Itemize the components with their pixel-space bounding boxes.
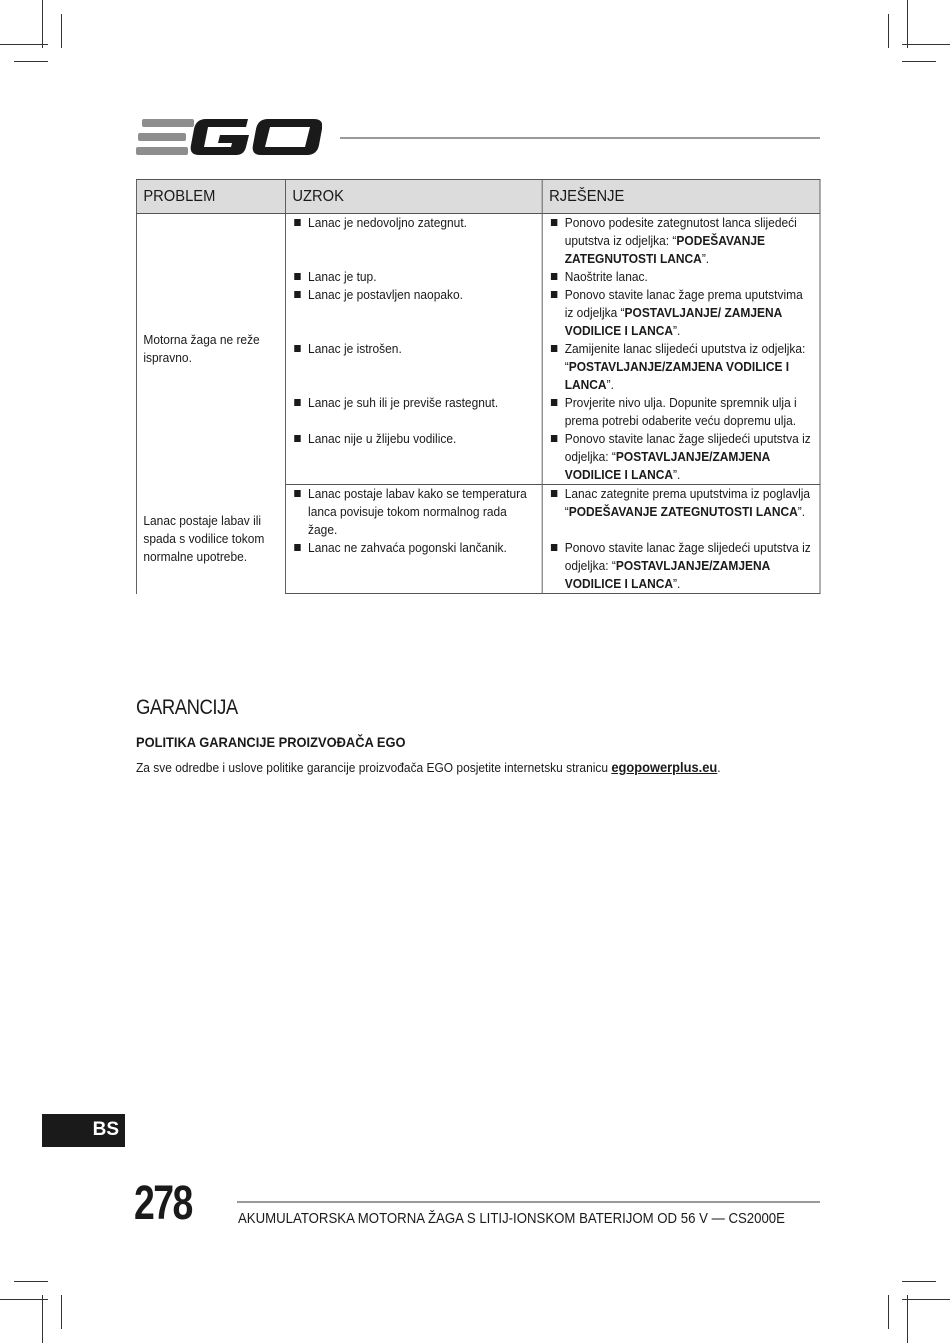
solution-cell xyxy=(542,268,820,286)
crop-mark xyxy=(42,1295,43,1343)
solution-item xyxy=(550,268,814,286)
table-header-row xyxy=(136,180,820,214)
bullet-square-icon xyxy=(294,291,300,298)
crop-mark xyxy=(0,44,48,45)
bullet-square-icon xyxy=(294,399,300,406)
ego-logo xyxy=(136,117,322,157)
troubleshooting-table xyxy=(136,179,820,594)
solution-segment: Ponovo stavite lanac žage prema uputstvima iz odjeljka “ xyxy=(564,287,803,320)
solution-cell xyxy=(542,539,820,594)
solution-segment: ”. xyxy=(701,251,710,266)
solution-cell xyxy=(542,394,820,430)
solution-text xyxy=(565,394,814,430)
footer-rule xyxy=(237,1201,820,1203)
solution-item xyxy=(550,430,814,484)
cause-cell xyxy=(286,430,543,485)
solution-segment: ”. xyxy=(673,323,681,338)
warranty-link[interactable]: egopowerplus.eu xyxy=(611,759,718,775)
cause-item xyxy=(293,340,536,358)
solution-cell xyxy=(542,214,820,269)
header-solution: RJEŠENJE xyxy=(542,180,820,214)
language-code: BS xyxy=(92,1119,119,1140)
warranty-text xyxy=(136,759,721,775)
solution-cell xyxy=(542,430,820,485)
solution-cell xyxy=(542,286,820,340)
cause-item xyxy=(293,394,536,412)
solution-reference: POSTAVLJANJE/ZAMJENA VODILICE I LANCA xyxy=(564,449,770,482)
crop-mark xyxy=(61,14,62,48)
warranty-subtitle: POLITIKA GARANCIJE PROIZVOĐAČA EGO xyxy=(136,734,406,750)
cause-cell xyxy=(286,485,543,540)
crop-mark xyxy=(902,61,936,62)
table-row xyxy=(136,485,820,540)
solution-segment: ”. xyxy=(797,504,806,519)
solution-reference: POSTAVLJANJE/ZAMJENA VODILICE I LANCA xyxy=(564,359,790,392)
solution-text xyxy=(565,286,814,340)
solution-segment: Lanac zategnite prema uputstvima iz poglavlja “ xyxy=(564,486,811,519)
crop-mark xyxy=(888,1295,889,1329)
bullet-square-icon xyxy=(551,273,557,280)
problem-cell: Lanac postaje labav ili spada s vodilice tokom normalne upotrebe. xyxy=(136,485,285,594)
solution-text xyxy=(565,268,814,286)
warranty-text-end: . xyxy=(717,760,721,775)
bullet-square-icon xyxy=(551,219,557,226)
solution-segment: ”. xyxy=(606,377,614,392)
cause-cell xyxy=(286,539,543,594)
bullet-square-icon xyxy=(551,435,557,442)
cause-cell xyxy=(286,340,543,394)
solution-text xyxy=(565,430,814,484)
bullet-square-icon xyxy=(294,273,300,280)
bullet-square-icon xyxy=(551,544,557,551)
solution-text xyxy=(565,340,814,394)
warranty-title: GARANCIJA xyxy=(136,696,238,719)
cause-text: Lanac je suh ili je previše rastegnut. xyxy=(308,395,499,410)
header-rule xyxy=(340,137,820,139)
cause-item xyxy=(293,485,536,539)
bullet-square-icon xyxy=(551,345,557,352)
warranty-text-body: Za sve odredbe i uslove politike garancije proizvođača EGO posjetite internetsku stranicu xyxy=(136,760,612,775)
crop-mark xyxy=(888,14,889,48)
cause-text: Lanac je istrošen. xyxy=(308,341,402,356)
solution-reference: PODEŠAVANJE ZATEGNUTOSTI LANCA xyxy=(564,233,766,266)
table-row xyxy=(136,214,820,269)
bullet-square-icon xyxy=(551,291,557,298)
cause-text: Lanac ne zahvaća pogonski lančanik. xyxy=(308,540,507,555)
bullet-square-icon xyxy=(294,435,300,442)
cause-text: Lanac je nedovoljno zategnut. xyxy=(308,215,467,230)
cause-cell xyxy=(286,394,543,430)
solution-cell xyxy=(542,485,820,540)
solution-item xyxy=(550,340,814,394)
cause-item xyxy=(293,286,536,304)
header-problem: PROBLEM xyxy=(136,180,285,214)
cause-text: Lanac postaje labav kako se temperatura lanca povisuje tokom normalnog rada žage. xyxy=(308,486,527,537)
solution-reference: POSTAVLJANJE/ZAMJENA VODILICE I LANCA xyxy=(564,558,770,591)
cause-cell xyxy=(286,268,543,286)
cause-text: Lanac nije u žlijebu vodilice. xyxy=(308,431,457,446)
solution-segment: Ponovo podesite zategnutost lanca slijedeći uputstva iz odjeljka: “ xyxy=(564,215,797,248)
solution-text xyxy=(565,539,814,593)
solution-segment: Ponovo stavite lanac žage slijedeći uputstva iz odjeljka: “ xyxy=(564,540,811,573)
crop-mark xyxy=(0,1299,48,1300)
problem-cell: Motorna žaga ne reže ispravno. xyxy=(136,214,285,485)
page-number: 278 xyxy=(134,1177,192,1230)
solution-segment: Zamijenite lanac slijedeći uputstva iz odjeljka: “ xyxy=(564,341,806,374)
solution-segment: ”. xyxy=(673,576,681,591)
solution-reference: POSTAVLJANJE/ ZAMJENA VODILICE I LANCA xyxy=(564,305,782,338)
language-badge xyxy=(42,1114,125,1147)
crop-mark xyxy=(907,1295,908,1343)
crop-mark xyxy=(14,61,48,62)
cause-item xyxy=(293,539,536,557)
cause-item xyxy=(293,214,536,232)
solution-text xyxy=(565,485,814,521)
crop-mark xyxy=(902,1281,936,1282)
solution-item xyxy=(550,485,814,521)
solution-segment: Ponovo stavite lanac žage slijedeći uputstva iz odjeljka: “ xyxy=(564,431,811,464)
crop-mark xyxy=(902,44,950,45)
bullet-square-icon xyxy=(294,544,300,551)
crop-mark xyxy=(907,0,908,48)
solution-segment: Naoštrite lanac. xyxy=(564,269,648,284)
solution-item xyxy=(550,214,814,268)
solution-segment: ”. xyxy=(673,467,681,482)
cause-cell xyxy=(286,286,543,340)
cause-text: Lanac je postavljen naopako. xyxy=(308,287,463,302)
cause-item xyxy=(293,268,536,286)
crop-mark xyxy=(902,1299,950,1300)
bullet-square-icon xyxy=(294,219,300,226)
crop-mark xyxy=(42,0,43,48)
solution-text xyxy=(565,214,814,268)
cause-text: Lanac je tup. xyxy=(308,269,377,284)
crop-mark xyxy=(14,1281,48,1282)
crop-mark xyxy=(61,1295,62,1329)
solution-item xyxy=(550,286,814,340)
bullet-square-icon xyxy=(294,345,300,352)
cause-cell xyxy=(286,214,543,269)
solution-cell xyxy=(542,340,820,394)
bullet-square-icon xyxy=(551,490,557,497)
cause-item xyxy=(293,430,536,448)
solution-item xyxy=(550,394,814,430)
bullet-square-icon xyxy=(551,399,557,406)
footer-text: AKUMULATORSKA MOTORNA ŽAGA S LITIJ-IONSKOM BATERIJOM OD 56 V — CS2000E xyxy=(238,1210,785,1227)
bullet-square-icon xyxy=(294,490,300,497)
header-cause: UZROK xyxy=(286,180,543,214)
solution-segment: Provjerite nivo ulja. Dopunite spremnik ulja i prema potrebi odaberite veću dopremu ulja. xyxy=(564,395,797,428)
solution-reference: PODEŠAVANJE ZATEGNUTOSTI LANCA xyxy=(568,504,798,519)
solution-item xyxy=(550,539,814,593)
